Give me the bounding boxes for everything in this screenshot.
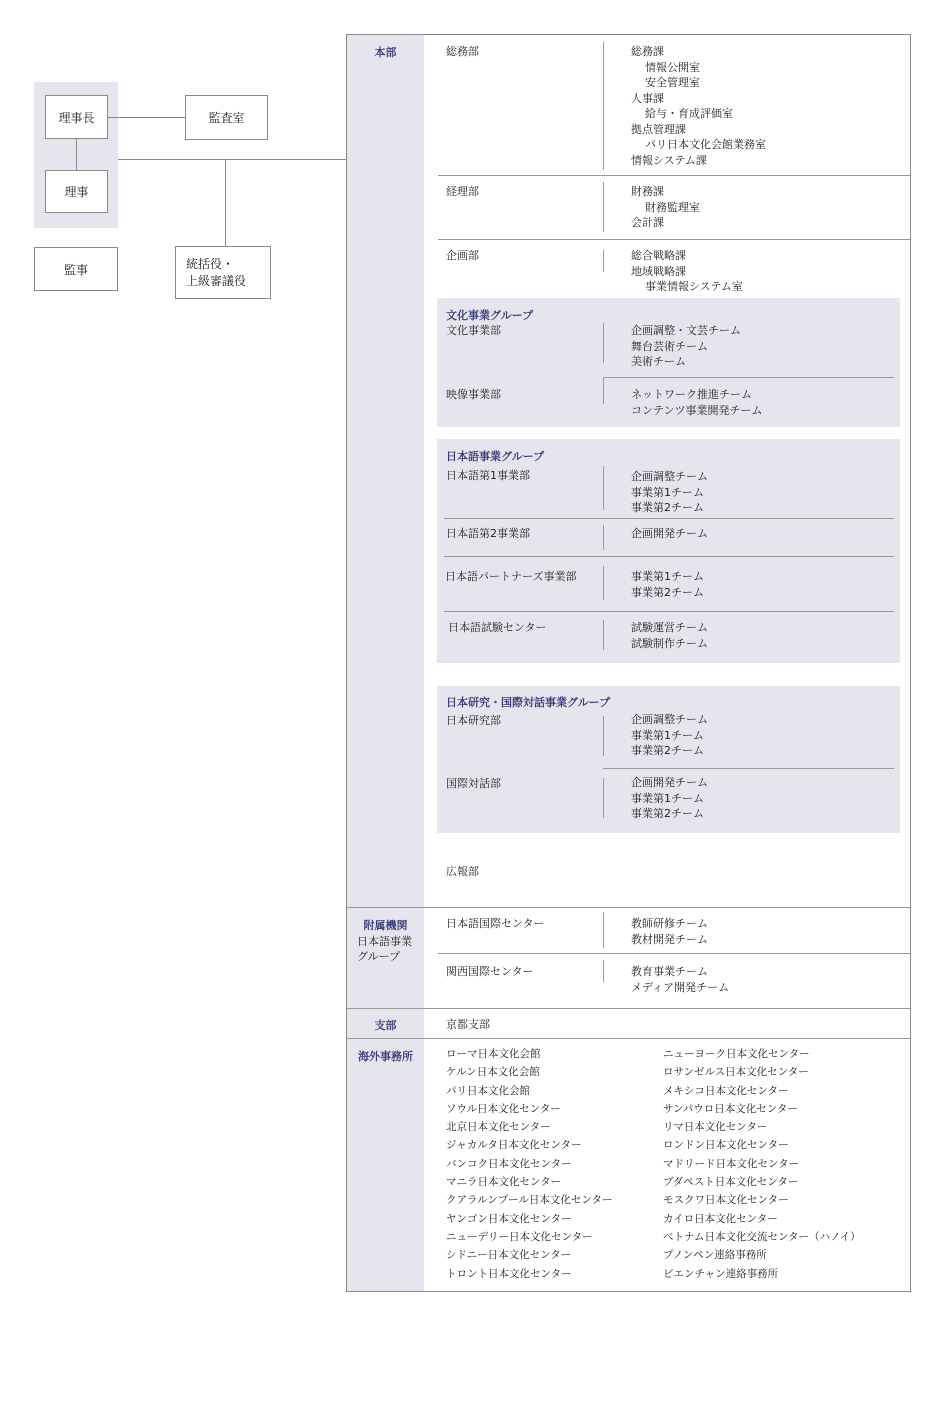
section-item: 給与・育成評価室 <box>645 107 733 120</box>
overseas-office: ビエンチャン連絡事務所 <box>663 1267 779 1280</box>
section-item: パリ日本文化会館業務室 <box>645 138 766 151</box>
team-item: 事業第2チーム <box>631 585 704 599</box>
overseas-office: ブダペスト日本文化センター <box>663 1176 799 1189</box>
directors-label: 理事 <box>64 185 89 199</box>
dept-separator <box>603 525 604 550</box>
nihongo-4-teams <box>631 620 708 651</box>
dept-nihongo-2: 日本語第2事業部 <box>446 527 530 540</box>
section-item: 情報公開室 <box>645 60 700 74</box>
section-item: 財務課 <box>631 185 664 198</box>
team-item: 企画調整チーム <box>631 713 708 726</box>
somu-sections <box>631 44 766 168</box>
supervisors-box <box>175 246 271 299</box>
overseas-office: ジャカルタ日本文化センター <box>446 1139 582 1152</box>
overseas-office: カイロ日本文化センター <box>663 1212 778 1225</box>
overseas-office: ロサンゼルス日本文化センター <box>663 1066 809 1079</box>
section-item: 安全管理室 <box>645 76 700 89</box>
row-separator <box>444 556 894 557</box>
overseas-office: ニューデリー日本文化センター <box>446 1230 593 1243</box>
overseas-office: ベトナム日本文化交流センター（ハノイ） <box>663 1230 861 1243</box>
dept-separator <box>603 716 604 756</box>
team-item: 事業第2チーム <box>631 744 704 757</box>
overseas-office: クアラルンプール日本文化センター <box>446 1194 613 1207</box>
dept-separator <box>603 620 604 650</box>
center-2-teams <box>631 964 729 995</box>
supervisors-line-1: 統括役・ <box>186 256 235 271</box>
category-kaigai: 海外事務所 <box>358 1050 413 1063</box>
team-item: 美術チーム <box>631 355 686 368</box>
overseas-office: ニューヨーク日本文化センター <box>663 1048 810 1060</box>
category-fuzoku: 附属機関 <box>363 919 408 932</box>
overseas-office: ロンドン日本文化センター <box>663 1139 789 1152</box>
team-item: 教師研修チーム <box>631 917 708 930</box>
team-item: 試験制作チーム <box>631 636 708 650</box>
dept-kenkyu-1: 日本研究部 <box>446 714 501 727</box>
dept-koho: 広報部 <box>446 865 479 878</box>
overseas-office: プノンペン連絡事務所 <box>663 1249 767 1262</box>
dept-nihongo-4: 日本語試験センター <box>448 621 547 634</box>
dept-bunka-2: 映像事業部 <box>446 388 501 401</box>
category-column <box>347 35 424 1291</box>
dept-separator <box>603 377 604 404</box>
center-kansai: 関西国際センター <box>446 965 534 978</box>
center-nihongo-kokusai: 日本語国際センター <box>446 917 545 930</box>
bunka-1-teams <box>631 323 741 370</box>
dept-nihongo-3: 日本語パートナーズ事業部 <box>445 570 577 583</box>
category-separator <box>347 1008 910 1009</box>
category-separator <box>347 1038 910 1039</box>
dept-nihongo-1: 日本語第1事業部 <box>446 469 530 482</box>
dept-separator <box>603 912 604 948</box>
dept-separator <box>603 566 604 600</box>
overseas-office: 北京日本文化センター <box>446 1121 551 1134</box>
team-item: 事業第2チーム <box>631 807 704 820</box>
chairman-box <box>45 95 108 139</box>
team-item: 企画調整チーム <box>631 470 708 483</box>
section-item: 情報システム課 <box>631 153 707 167</box>
category-shibu: 支部 <box>374 1019 397 1032</box>
category-separator <box>347 907 910 908</box>
category-honbu: 本部 <box>374 46 397 59</box>
bunka-group-title: 文化事業グループ <box>446 309 534 322</box>
dept-keiri: 経理部 <box>446 185 479 198</box>
audit-office-label: 監査室 <box>208 111 245 125</box>
team-item: 教育事業チーム <box>631 965 708 978</box>
team-item: 事業第2チーム <box>631 501 704 514</box>
team-item: 事業第1チーム <box>631 570 704 583</box>
section-item: 拠点管理課 <box>631 122 686 136</box>
dept-separator <box>603 466 604 510</box>
section-item: 地域戦略課 <box>631 264 686 278</box>
chairman-label: 理事長 <box>58 110 95 125</box>
kikaku-sections <box>631 248 743 295</box>
dept-separator <box>603 182 604 232</box>
dept-separator <box>603 960 604 982</box>
dept-bunka-1: 文化事業部 <box>446 324 501 337</box>
team-item: 企画調整・文芸チーム <box>631 324 741 337</box>
row-separator <box>603 377 894 378</box>
auditors-label: 監事 <box>63 262 88 277</box>
team-item: ネットワーク推進チーム <box>631 388 752 401</box>
row-separator <box>444 611 894 612</box>
overseas-list-col2 <box>663 1045 861 1283</box>
keiri-sections <box>631 184 700 231</box>
overseas-office: ローマ日本文化会館 <box>446 1048 541 1060</box>
row-separator <box>438 953 910 954</box>
team-item: 舞台芸術チーム <box>631 339 708 353</box>
auditors-box <box>34 247 118 291</box>
dept-separator <box>603 323 604 363</box>
overseas-office: リマ日本文化センター <box>663 1121 768 1134</box>
team-item: 事業第1チーム <box>631 728 704 742</box>
team-item: コンテンツ事業開発チーム <box>631 403 763 417</box>
team-item: 企画開発チーム <box>631 527 708 540</box>
dept-somu: 総務部 <box>446 45 479 58</box>
bunka-2-teams <box>631 387 762 418</box>
overseas-office: メキシコ日本文化センター <box>663 1084 789 1097</box>
overseas-office: ケルン日本文化会館 <box>446 1066 540 1079</box>
team-item: メディア開発チーム <box>631 980 730 994</box>
dept-separator <box>603 42 604 170</box>
overseas-office: モスクワ日本文化センター <box>663 1194 789 1207</box>
kenkyu-1-teams <box>631 712 708 759</box>
team-item: 教材開発チーム <box>631 932 708 946</box>
team-item: 事業第1チーム <box>631 485 704 499</box>
dept-separator <box>603 778 604 818</box>
kenkyu-group-title: 日本研究・国際対話事業グループ <box>446 696 611 709</box>
kenkyu-2-teams <box>631 775 708 822</box>
section-item: 人事課 <box>631 91 664 105</box>
overseas-office: バンコク日本文化センター <box>446 1157 572 1170</box>
overseas-office: トロント日本文化センター <box>446 1267 572 1280</box>
overseas-office: マニラ日本文化センター <box>446 1176 562 1189</box>
audit-office-box <box>185 95 268 140</box>
overseas-office: ヤンゴン日本文化センター <box>446 1212 572 1225</box>
center-1-teams <box>631 916 708 947</box>
dept-kenkyu-2: 国際対話部 <box>446 777 501 790</box>
branch-kyoto: 京都支部 <box>446 1018 490 1031</box>
nihongo-2-teams <box>631 526 708 542</box>
section-item: 会計課 <box>631 216 664 229</box>
main-trunk-connector <box>118 159 347 160</box>
directors-box <box>45 170 108 213</box>
dept-separator <box>603 250 604 272</box>
overseas-office: シドニー日本文化センター <box>446 1249 572 1262</box>
row-separator <box>438 175 910 176</box>
section-item: 財務監理室 <box>645 200 700 214</box>
team-item: 事業第1チーム <box>631 791 704 805</box>
nihongo-3-teams <box>631 569 704 600</box>
section-item: 総合戦略課 <box>631 249 686 262</box>
nihongo-group-title: 日本語事業グループ <box>446 450 545 463</box>
fuzoku-sublabel-2: グループ <box>357 950 401 963</box>
overseas-office: サンパウロ日本文化センター <box>663 1102 798 1115</box>
row-separator <box>603 768 894 769</box>
nihongo-1-teams <box>631 469 708 516</box>
overseas-office: マドリード日本文化センター <box>663 1157 800 1170</box>
supervisors-connector <box>225 159 226 246</box>
overseas-list-col1 <box>446 1045 612 1283</box>
row-separator <box>438 239 910 240</box>
overseas-office: パリ日本文化会館 <box>446 1084 530 1097</box>
fuzoku-sublabel-1: 日本語事業 <box>357 935 412 948</box>
dept-kikaku: 企画部 <box>446 249 479 262</box>
supervisors-line-2: 上級審議役 <box>186 273 247 288</box>
row-separator <box>444 518 894 519</box>
team-item: 企画開発チーム <box>631 776 708 789</box>
team-item: 試験運営チーム <box>631 621 708 634</box>
section-item: 事業情報システム室 <box>645 280 743 293</box>
chairman-directors-connector <box>76 139 77 170</box>
section-item: 総務課 <box>631 45 664 58</box>
overseas-office: ソウル日本文化センター <box>446 1102 561 1115</box>
chairman-audit-connector <box>108 117 185 118</box>
